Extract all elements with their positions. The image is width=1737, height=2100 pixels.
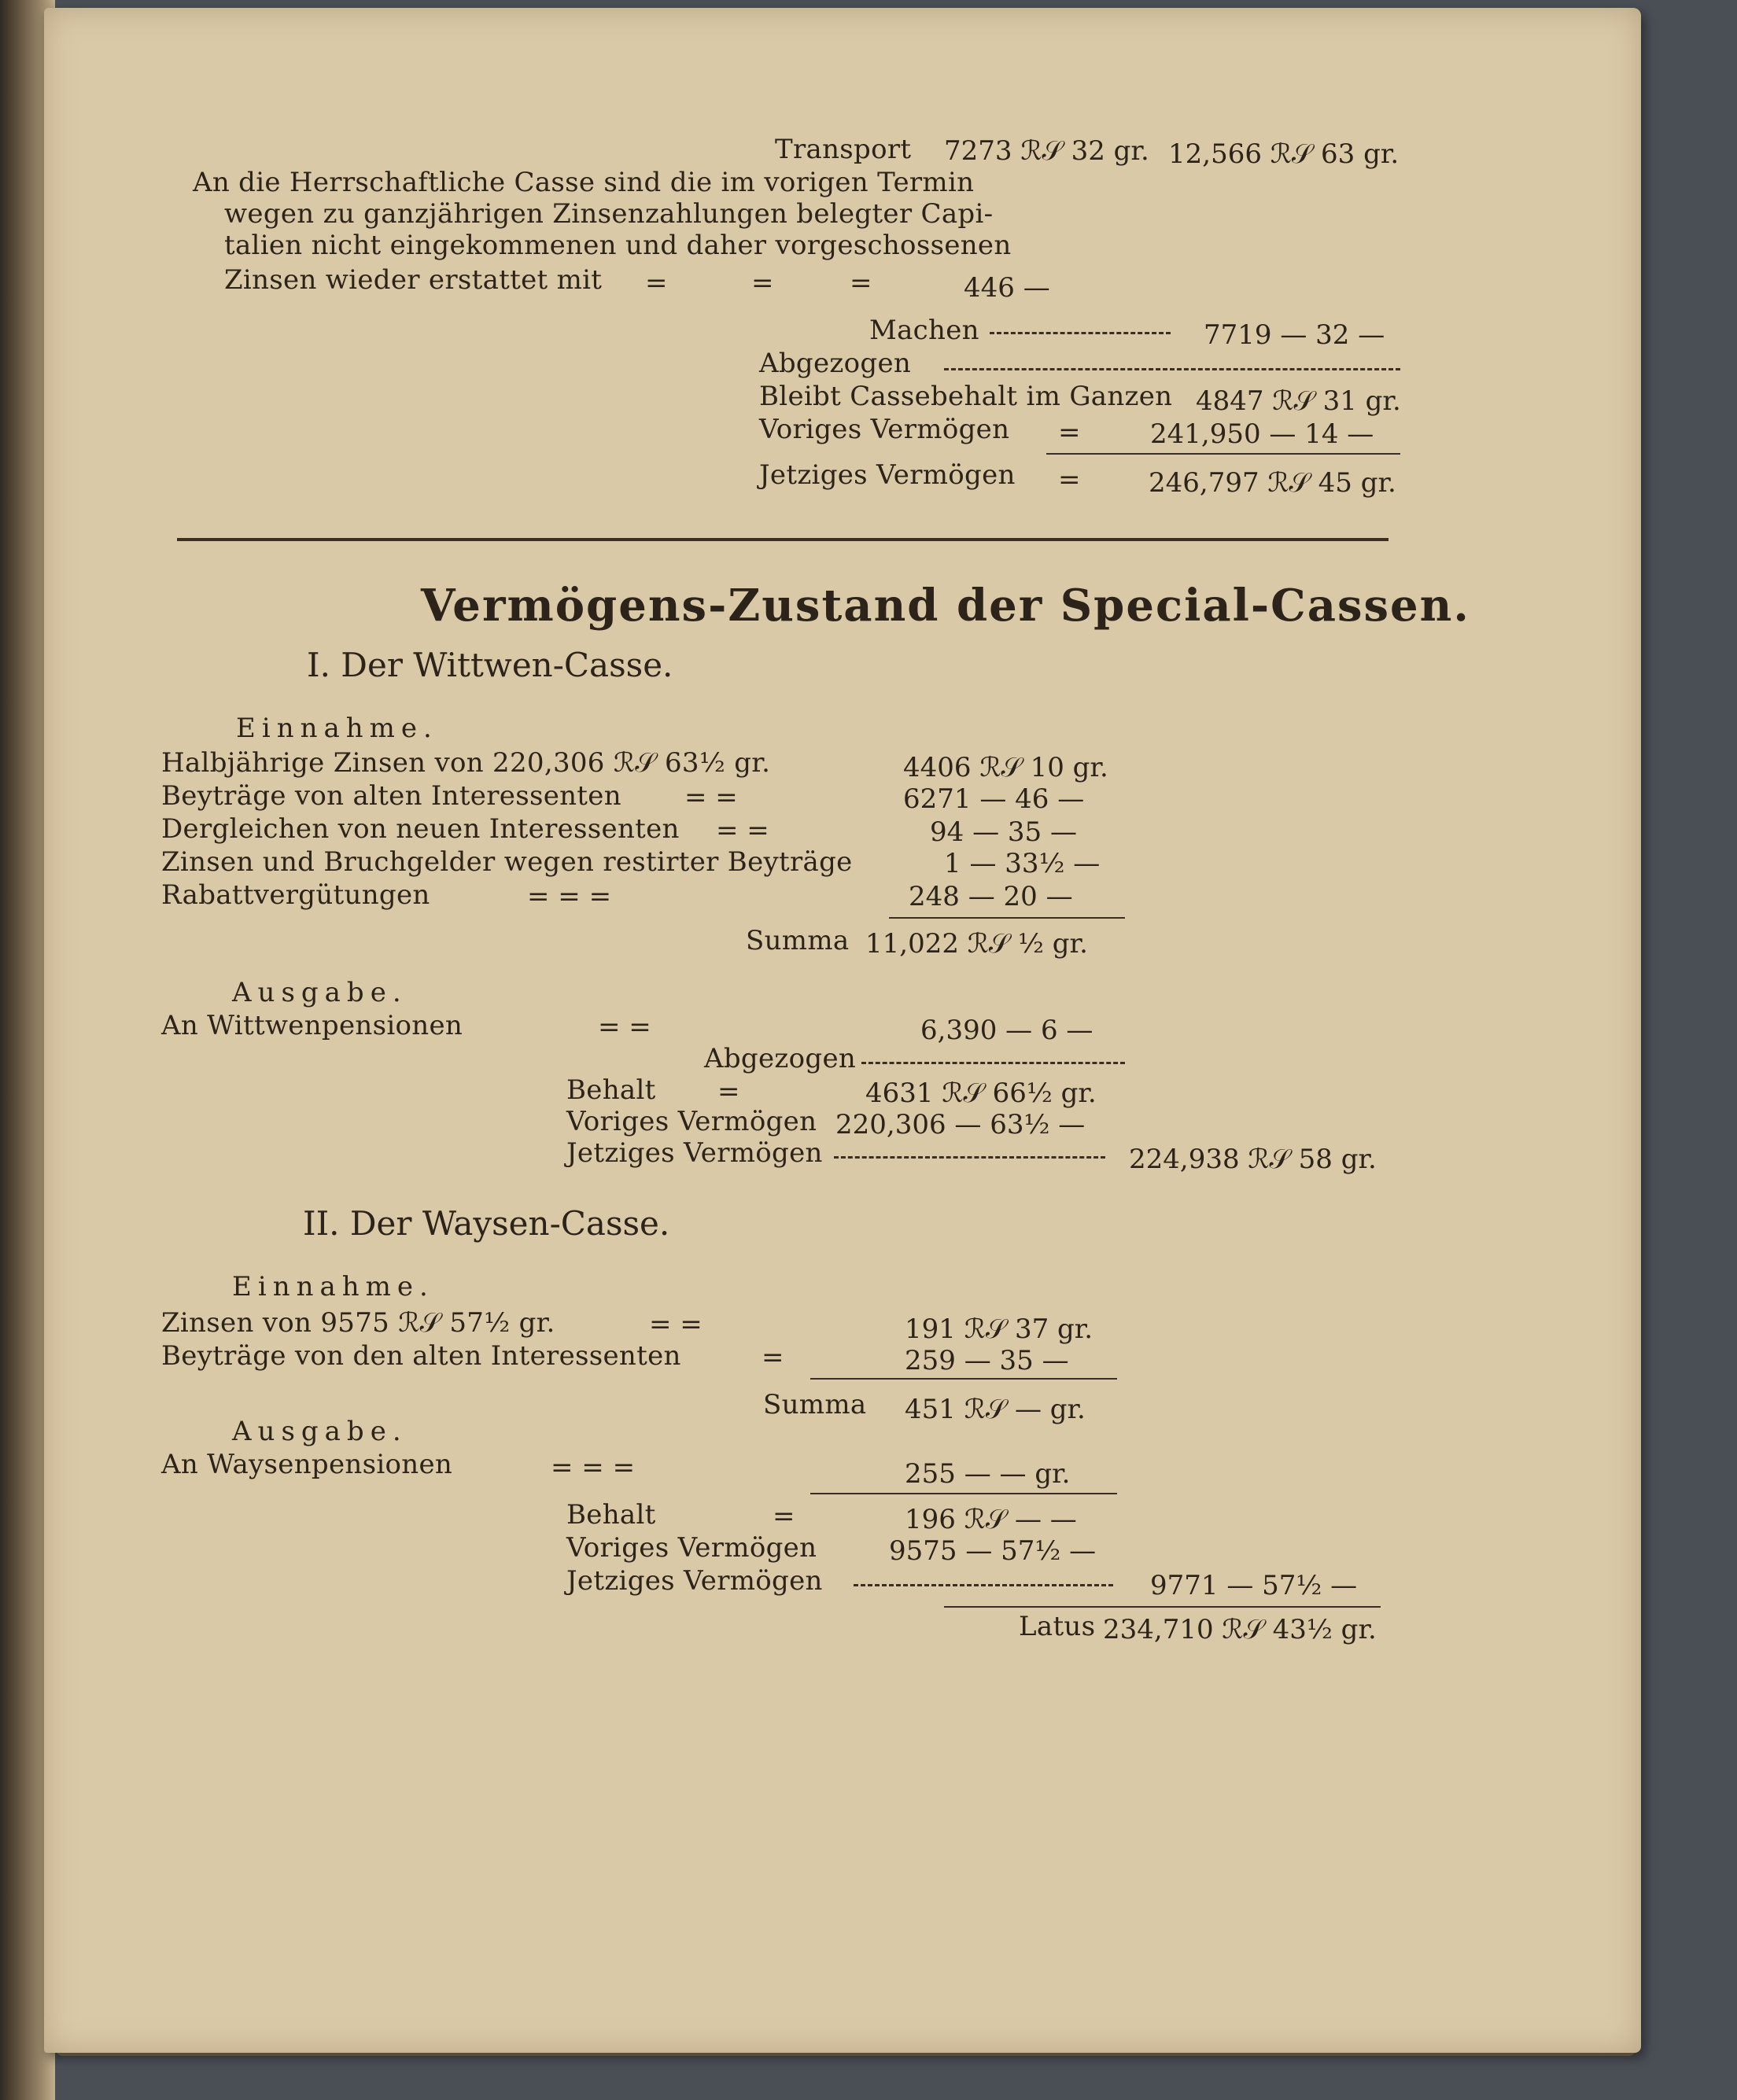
sum-rule	[889, 917, 1125, 919]
s1-voriges-label: Voriges Vermögen	[566, 1106, 817, 1137]
s1-ausgabe-label: An Wittwenpensionen	[161, 1010, 463, 1041]
leader-dashes	[834, 1156, 1105, 1160]
summary-bleibt-label: Bleibt Cassebehalt im Ganzen	[759, 381, 1173, 412]
leader-dashes	[861, 1062, 1125, 1066]
s1-ausgabe-value: 6,390 — 6 —	[920, 1015, 1093, 1046]
section-1-ausgabe-label: Ausgabe.	[232, 977, 408, 1008]
s1-summa-label: Summa	[746, 925, 850, 956]
summary-machen-label: Machen	[869, 315, 979, 346]
summary-voriges-label: Voriges Vermögen	[759, 414, 1010, 445]
s2-jetziges-label: Jetziges Vermögen	[566, 1565, 823, 1597]
s2-ausgabe-label: An Waysenpensionen	[161, 1449, 453, 1480]
s2-row-label: Beyträge von den alten Interessenten	[161, 1340, 681, 1372]
s1-summa-value: 11,022 ℛ𝒮 ½ gr.	[865, 928, 1088, 960]
s1-behalt-value: 4631 ℛ𝒮 66½ gr.	[865, 1078, 1097, 1109]
s1-row-value: 4406 ℛ𝒮 10 gr.	[903, 752, 1108, 783]
s2-behalt-label: Behalt	[566, 1499, 656, 1531]
s2-summa-value: 451 ℛ𝒮 — gr.	[905, 1394, 1086, 1425]
s2-row-value: 259 — 35 —	[905, 1345, 1069, 1376]
summary-bleibt-value: 4847 ℛ𝒮 31 gr.	[1196, 385, 1401, 417]
s2-row-label: Zinsen von 9575 ℛ𝒮 57½ gr.	[161, 1307, 555, 1339]
section-2-title: II. Der Waysen-Casse.	[303, 1204, 670, 1243]
leader-dashes	[990, 332, 1171, 336]
summary-machen-value: 7719 — 32 —	[1204, 319, 1385, 351]
latus-label: Latus	[1019, 1611, 1096, 1642]
ditto-mark: =	[773, 1501, 795, 1532]
section-2-ausgabe-label: Ausgabe.	[232, 1416, 408, 1447]
transport-amount-2: 12,566 ℛ𝒮 63 gr.	[1168, 138, 1400, 170]
s2-summa-label: Summa	[763, 1389, 867, 1420]
sum-rule	[944, 1606, 1381, 1608]
ditto-mark: = = =	[527, 881, 612, 912]
s2-ausgabe-value: 255 — — gr.	[905, 1458, 1071, 1490]
ditto-mark: = =	[598, 1011, 651, 1043]
s1-jetziges-value: 224,938 ℛ𝒮 58 gr.	[1129, 1144, 1377, 1175]
ditto-mark: =	[717, 1076, 740, 1107]
s1-row-value: 94 — 35 —	[930, 816, 1077, 848]
sum-rule	[810, 1493, 1117, 1494]
s1-abgezogen-label: Abgezogen	[704, 1043, 857, 1074]
paragraph-line-4: Zinsen wieder erstattet mit	[224, 264, 603, 296]
s1-row-label: Dergleichen von neuen Interessenten	[161, 813, 680, 845]
transport-amount-1: 7273 ℛ𝒮 32 gr.	[944, 135, 1149, 167]
ditto-mark: = =	[716, 815, 769, 846]
paragraph-amount: 446 —	[964, 272, 1050, 304]
section-1-einnahme-label: Einnahme.	[236, 713, 438, 744]
ditto-mark: =	[1058, 417, 1081, 448]
sum-rule	[1046, 453, 1400, 455]
ditto-mark: =	[762, 1342, 784, 1373]
section-2-einnahme-label: Einnahme.	[232, 1271, 434, 1302]
s1-row-label: Zinsen und Bruchgelder wegen restirter Beyträge	[161, 846, 853, 878]
s2-jetziges-value: 9771 — 57½ —	[1150, 1570, 1358, 1601]
sum-rule	[810, 1378, 1117, 1380]
s1-row-value: 1 — 33½ —	[944, 848, 1101, 879]
s2-behalt-value: 196 ℛ𝒮 — —	[905, 1504, 1077, 1535]
summary-voriges-value: 241,950 — 14 —	[1150, 418, 1374, 450]
paragraph-line-3: talien nicht eingekommenen und daher vorgeschossenen	[224, 230, 1012, 261]
latus-value: 234,710 ℛ𝒮 43½ gr.	[1103, 1614, 1377, 1645]
s1-jetziges-label: Jetziges Vermögen	[566, 1137, 823, 1169]
transport-label: Transport	[775, 134, 912, 165]
s1-behalt-label: Behalt	[566, 1074, 656, 1106]
s1-row-label: Rabattvergütungen	[161, 879, 430, 911]
section-divider	[177, 538, 1388, 541]
summary-jetziges-label: Jetziges Vermögen	[759, 459, 1016, 491]
ditto-mark: = =	[684, 782, 738, 813]
ditto-mark: =	[1058, 464, 1081, 496]
paragraph-line-2: wegen zu ganzjährigen Zinsenzahlungen belegter Capi-	[224, 198, 994, 230]
s1-row-value: 6271 — 46 —	[903, 783, 1085, 815]
s2-voriges-label: Voriges Vermögen	[566, 1532, 817, 1564]
s2-voriges-value: 9575 — 57½ —	[889, 1535, 1097, 1567]
s1-row-label: Halbjährige Zinsen von 220,306 ℛ𝒮 63½ gr.	[161, 747, 771, 779]
leader-dashes	[944, 368, 1400, 372]
paragraph-line-1: An die Herrschaftliche Casse sind die im vorigen Termin	[193, 167, 975, 198]
s1-row-value: 248 — 20 —	[909, 881, 1073, 912]
leader-dashes	[854, 1584, 1113, 1588]
s1-row-label: Beyträge von alten Interessenten	[161, 780, 621, 812]
ditto-mark: =	[850, 267, 872, 299]
summary-abgezogen-label: Abgezogen	[759, 348, 912, 379]
ditto-mark: =	[645, 267, 668, 299]
ditto-mark: = =	[649, 1309, 703, 1340]
ditto-mark: =	[751, 267, 774, 299]
section-1-title: I. Der Wittwen-Casse.	[307, 646, 673, 684]
summary-jetziges-value: 246,797 ℛ𝒮 45 gr.	[1149, 467, 1396, 499]
page-heading: Vermögens-Zustand der Special-Cassen.	[421, 580, 1470, 632]
ditto-mark: = = =	[551, 1452, 636, 1483]
s2-row-value: 191 ℛ𝒮 37 gr.	[905, 1313, 1093, 1345]
s1-voriges-value: 220,306 — 63½ —	[835, 1109, 1086, 1140]
